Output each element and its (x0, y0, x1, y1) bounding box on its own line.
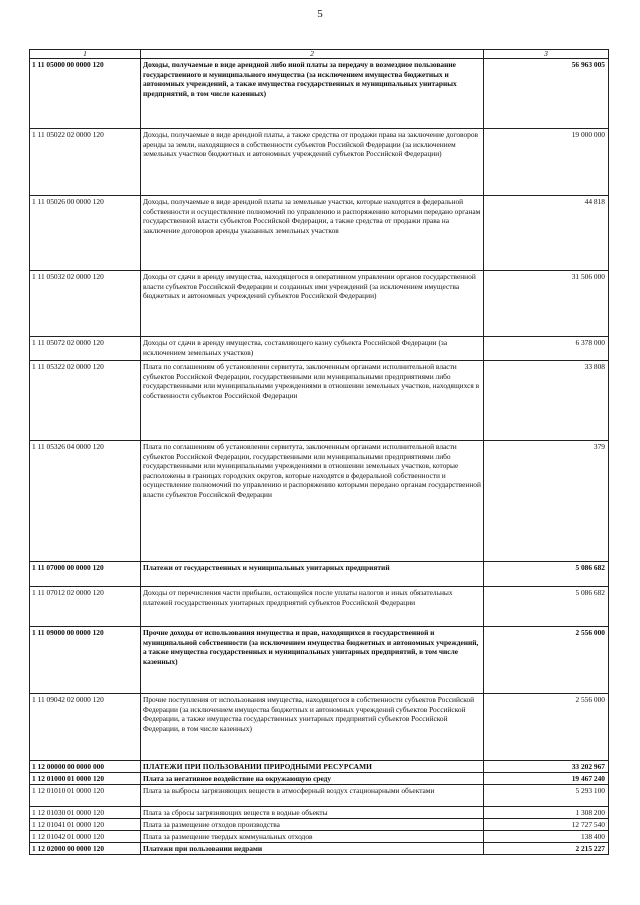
table-row (30, 761, 609, 773)
header-col-2: 2 (141, 50, 484, 59)
table-row (30, 271, 609, 337)
table-row (30, 773, 609, 785)
row-amount: 19 000 000 (484, 129, 609, 196)
row-amount: 44 818 (484, 196, 609, 271)
row-code: 1 12 01000 01 0000 120 (30, 773, 141, 785)
row-name: Плата по соглашениям об установлении сервитута, заключенным органами исполнительной власти субъектов Российской Федерации, государственными или муниципальными предприятиями либо государственными или муниципальными учреждениями в отношении земельных участков, находящихся в собственности субъектов Российской Федерации (141, 361, 484, 441)
row-amount: 2 556 000 (484, 627, 609, 694)
table-row (30, 129, 609, 196)
row-amount: 2 556 000 (484, 694, 609, 761)
row-name: Плата за негативное воздействие на окружающую среду (141, 773, 484, 785)
row-name: Плата за размещение твердых коммунальных отходов (141, 831, 484, 843)
table-row (30, 843, 609, 855)
row-code: 1 11 09042 02 0000 120 (30, 694, 141, 761)
row-name: ПЛАТЕЖИ ПРИ ПОЛЬЗОВАНИИ ПРИРОДНЫМИ РЕСУРСАМИ (141, 761, 484, 773)
row-amount: 138 400 (484, 831, 609, 843)
row-amount: 6 378 000 (484, 337, 609, 361)
row-name: Плата за выбросы загрязняющих веществ в атмосферный воздух стационарными объектами (141, 785, 484, 807)
table-row (30, 807, 609, 819)
row-amount: 2 215 227 (484, 843, 609, 855)
row-code: 1 11 05072 02 0000 120 (30, 337, 141, 361)
table-row (30, 831, 609, 843)
row-name: Плата по соглашениям об установлении сервитута, заключенным органами исполнительной власти субъектов Российской Федерации, государственными или муниципальными предприятиями либо государственными или муниципальными учреждениями в отношении земельных участков, которые расположены в границах городских округов, которые находятся в федеральной собственности и осуществление полномочий по управлению и распоряжению которыми передано органам государственной власти субъектов Российской Федерации (141, 441, 484, 562)
row-code: 1 12 01010 01 0000 120 (30, 785, 141, 807)
row-amount: 379 (484, 441, 609, 562)
table-row (30, 694, 609, 761)
table-row (30, 819, 609, 831)
row-name: Прочие доходы от использования имущества и прав, находящихся в государственной и муниципальной собственности (за исключением имущества бюджетных и автономных учреждений, а также имущества государственных и муниципальных унитарных предприятий, в том числе казенных) (141, 627, 484, 694)
row-code: 1 12 01030 01 0000 120 (30, 807, 141, 819)
row-code: 1 12 02000 00 0000 120 (30, 843, 141, 855)
row-name: Доходы от сдачи в аренду имущества, находящегося в оперативном управлении органов государственной власти субъектов Российской Федерации и созданных ими учреждений (за исключением имущества бюджетных и автономных учреждений субъектов Российской Федерации) (141, 271, 484, 337)
table-row (30, 337, 609, 361)
row-name: Доходы, получаемые в виде арендной платы за земельные участки, которые находятся в федеральной собственности и осуществление полномочий по управлению и распоряжению которыми передано органам государственной власти субъектов Российской Федерации, а также средства от продажи права на заключение договоров аренды указанных земельных участков (141, 196, 484, 271)
row-name: Доходы от сдачи в аренду имущества, составляющего казну субъекта Российской Федерации (за исключением земельных участков) (141, 337, 484, 361)
table-row (30, 627, 609, 694)
row-code: 1 11 05022 02 0000 120 (30, 129, 141, 196)
header-col-1: 1 (30, 50, 141, 59)
row-code: 1 11 05000 00 0000 120 (30, 59, 141, 129)
row-amount: 56 963 005 (484, 59, 609, 129)
table-row (30, 562, 609, 587)
table-row (30, 361, 609, 441)
table-row (30, 785, 609, 807)
page-number: 5 (317, 8, 323, 20)
row-code: 1 12 01042 01 0000 120 (30, 831, 141, 843)
row-code: 1 12 00000 00 0000 000 (30, 761, 141, 773)
row-code: 1 11 05026 00 0000 120 (30, 196, 141, 271)
row-code: 1 11 07000 00 0000 120 (30, 562, 141, 587)
row-name: Платежи от государственных и муниципальных унитарных предприятий (141, 562, 484, 587)
row-code: 1 11 09000 00 0000 120 (30, 627, 141, 694)
row-code: 1 11 07012 02 0000 120 (30, 587, 141, 627)
table-row (30, 59, 609, 129)
row-code: 1 11 05032 02 0000 120 (30, 271, 141, 337)
row-code: 1 12 01041 01 0000 120 (30, 819, 141, 831)
table-row (30, 441, 609, 562)
row-amount: 33 202 967 (484, 761, 609, 773)
row-amount: 31 506 000 (484, 271, 609, 337)
table-row (30, 587, 609, 627)
row-name: Доходы от перечисления части прибыли, остающейся после уплаты налогов и иных обязательных платежей государственных унитарных предприятий субъектов Российской Федерации (141, 587, 484, 627)
row-name: Плата за сбросы загрязняющих веществ в водные объекты (141, 807, 484, 819)
revenue-table (29, 49, 609, 855)
row-amount: 33 808 (484, 361, 609, 441)
row-code: 1 11 05326 04 0000 120 (30, 441, 141, 562)
row-name: Прочие поступления от использования имущества, находящегося в собственности субъектов Российской Федерации (за исключением имущества бюджетных и автономных учреждений субъектов Российской Федерации, а также имущества государственных унитарных предприятий субъектов Российской Федерации, в том числе казенных) (141, 694, 484, 761)
row-name: Доходы, получаемые в виде арендной платы, а также средства от продажи права на заключение договоров аренды за земли, находящиеся в собственности субъектов Российской Федерации (за исключением земельных участков бюджетных и автономных учреждений субъектов Российской Федерации) (141, 129, 484, 196)
row-name: Доходы, получаемые в виде арендной либо иной платы за передачу в возмездное пользование государственного и муниципального имущества (за исключением имущества бюджетных и автономных учреждений, а также имущества государственных и муниципальных унитарных предприятий, в том числе казенных) (141, 59, 484, 129)
row-name: Платежи при пользовании недрами (141, 843, 484, 855)
row-amount: 5 293 100 (484, 785, 609, 807)
row-amount: 1 308 200 (484, 807, 609, 819)
header-col-3: 3 (484, 50, 609, 59)
table-header-row (30, 50, 609, 59)
row-amount: 19 467 240 (484, 773, 609, 785)
row-code: 1 11 05322 02 0000 120 (30, 361, 141, 441)
row-name: Плата за размещение отходов производства (141, 819, 484, 831)
row-amount: 5 086 682 (484, 587, 609, 627)
table-row (30, 196, 609, 271)
row-amount: 12 727 540 (484, 819, 609, 831)
row-amount: 5 086 682 (484, 562, 609, 587)
